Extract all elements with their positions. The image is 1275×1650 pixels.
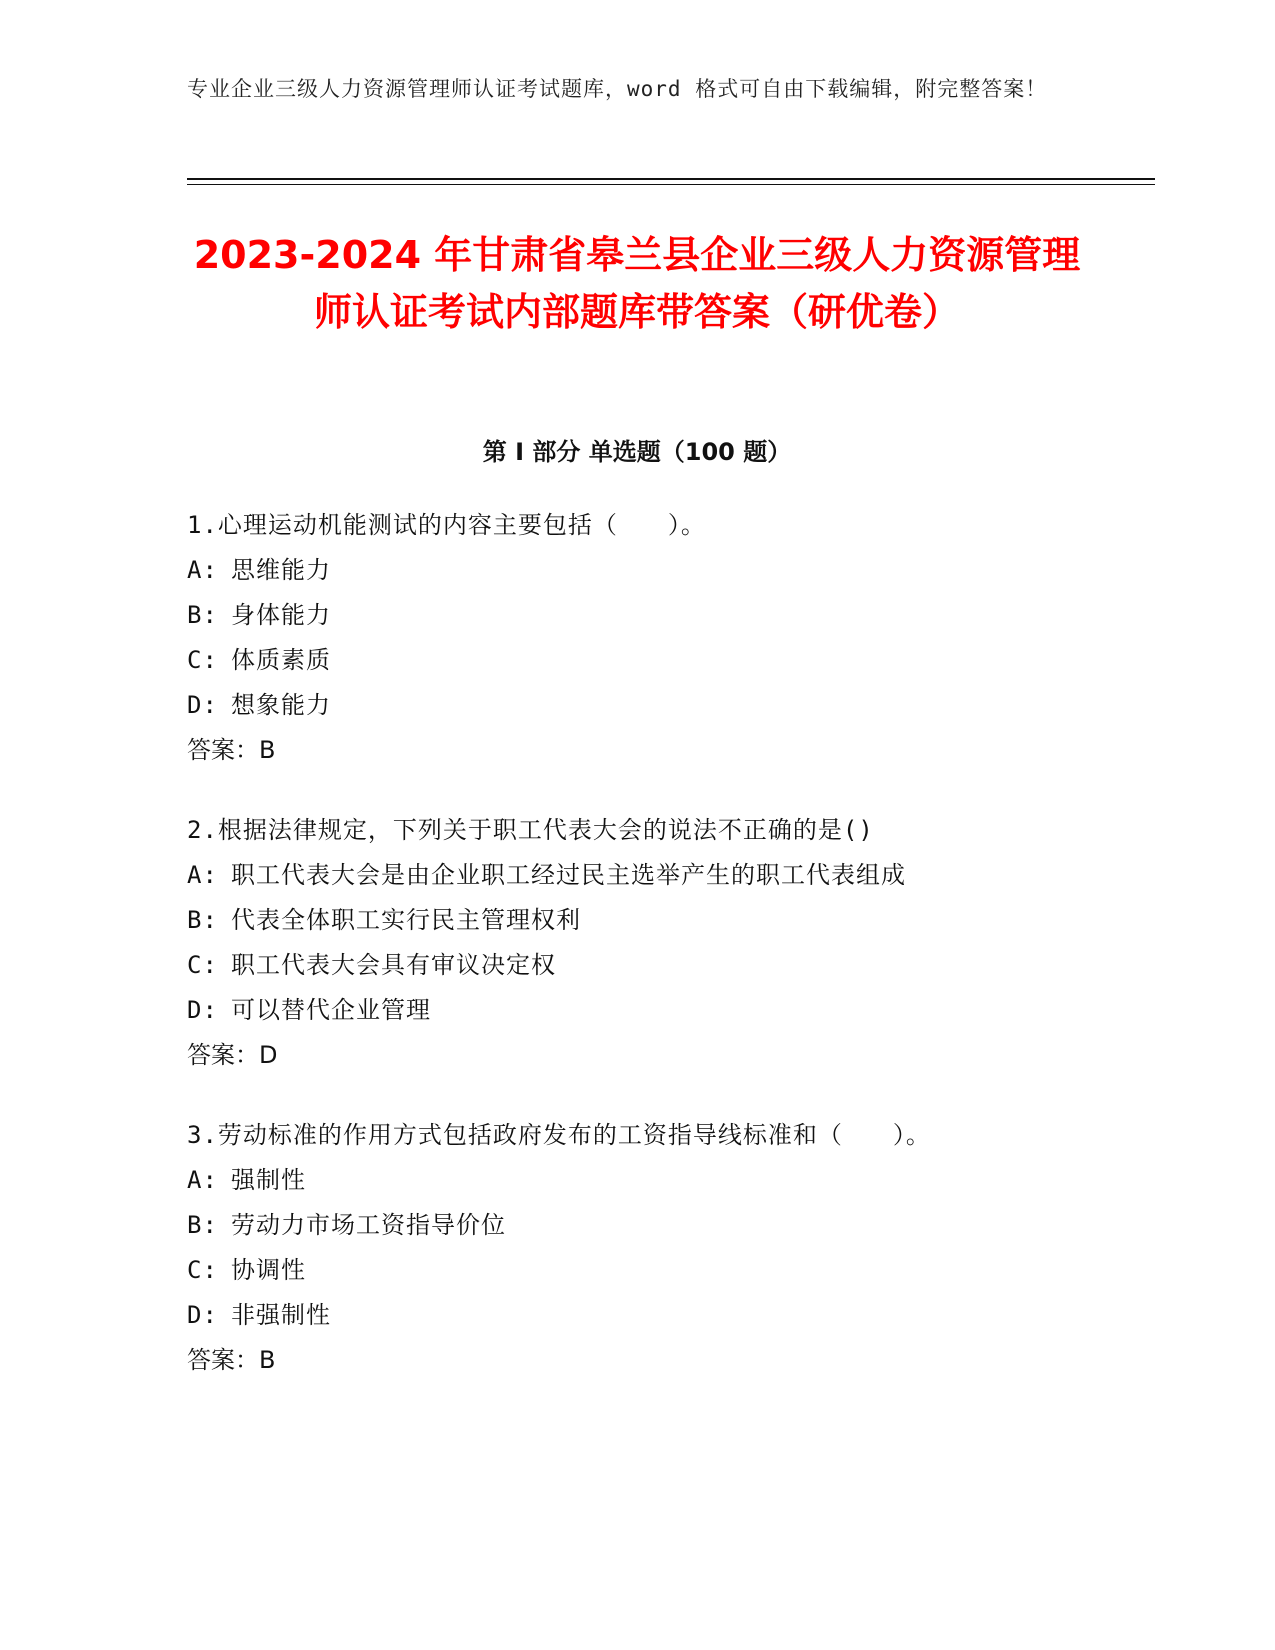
header-rule-thin: [187, 184, 1155, 185]
option-text: 可以替代企业管理: [231, 996, 431, 1024]
option-label: A:: [187, 556, 218, 584]
option-text: 劳动力市场工资指导价位: [231, 1211, 506, 1239]
option-d: [187, 683, 1147, 728]
option-a: [187, 1158, 1147, 1203]
option-text: 代表全体职工实行民主管理权利: [231, 906, 581, 934]
option-label: A:: [187, 1166, 218, 1194]
option-c: [187, 1248, 1147, 1293]
option-text: 想象能力: [231, 691, 331, 719]
option-text: 职工代表大会是由企业职工经过民主选举产生的职工代表组成: [231, 861, 906, 889]
section-title: 第 I 部分 单选题（100 题）: [482, 438, 792, 466]
option-label: C:: [187, 1256, 218, 1284]
question-stem: 2.根据法律规定，下列关于职工代表大会的说法不正确的是(): [187, 816, 874, 844]
option-b: [187, 898, 1147, 943]
option-b: [187, 1203, 1147, 1248]
option-text: 身体能力: [231, 601, 331, 629]
document-title: 2023-2024 年甘肃省皋兰县企业三级人力资源管理师认证考试内部题库带答案（研优卷）: [193, 233, 1081, 334]
header-rule-thick: [187, 178, 1155, 180]
option-text: 职工代表大会具有审议决定权: [231, 951, 556, 979]
option-a: [187, 853, 1147, 898]
header-note: 专业企业三级人力资源管理师认证考试题库，word 格式可自由下载编辑，附完整答案！: [187, 77, 1048, 101]
option-text: 体质素质: [231, 646, 331, 674]
option-c: [187, 638, 1147, 683]
answer-line: 答案：D: [187, 1041, 278, 1069]
option-label: B:: [187, 601, 218, 629]
option-d: [187, 1293, 1147, 1338]
question-2: [187, 808, 1147, 1078]
option-label: A:: [187, 861, 218, 889]
option-text: 非强制性: [231, 1301, 331, 1329]
option-label: B:: [187, 1211, 218, 1239]
option-text: 思维能力: [231, 556, 331, 584]
option-label: C:: [187, 951, 218, 979]
answer-line: 答案：B: [187, 1346, 276, 1374]
question-1: [187, 503, 1147, 773]
option-a: [187, 548, 1147, 593]
answer-line: 答案：B: [187, 736, 276, 764]
question-3: [187, 1113, 1147, 1383]
option-label: D:: [187, 1301, 218, 1329]
option-b: [187, 593, 1147, 638]
option-text: 强制性: [231, 1166, 306, 1194]
option-text: 协调性: [231, 1256, 306, 1284]
option-label: C:: [187, 646, 218, 674]
option-label: D:: [187, 996, 218, 1024]
option-label: D:: [187, 691, 218, 719]
question-stem: 3.劳动标准的作用方式包括政府发布的工资指导线标准和（ ）。: [187, 1121, 931, 1149]
option-c: [187, 943, 1147, 988]
option-label: B:: [187, 906, 218, 934]
option-d: [187, 988, 1147, 1033]
question-stem: 1.心理运动机能测试的内容主要包括（ ）。: [187, 511, 706, 539]
